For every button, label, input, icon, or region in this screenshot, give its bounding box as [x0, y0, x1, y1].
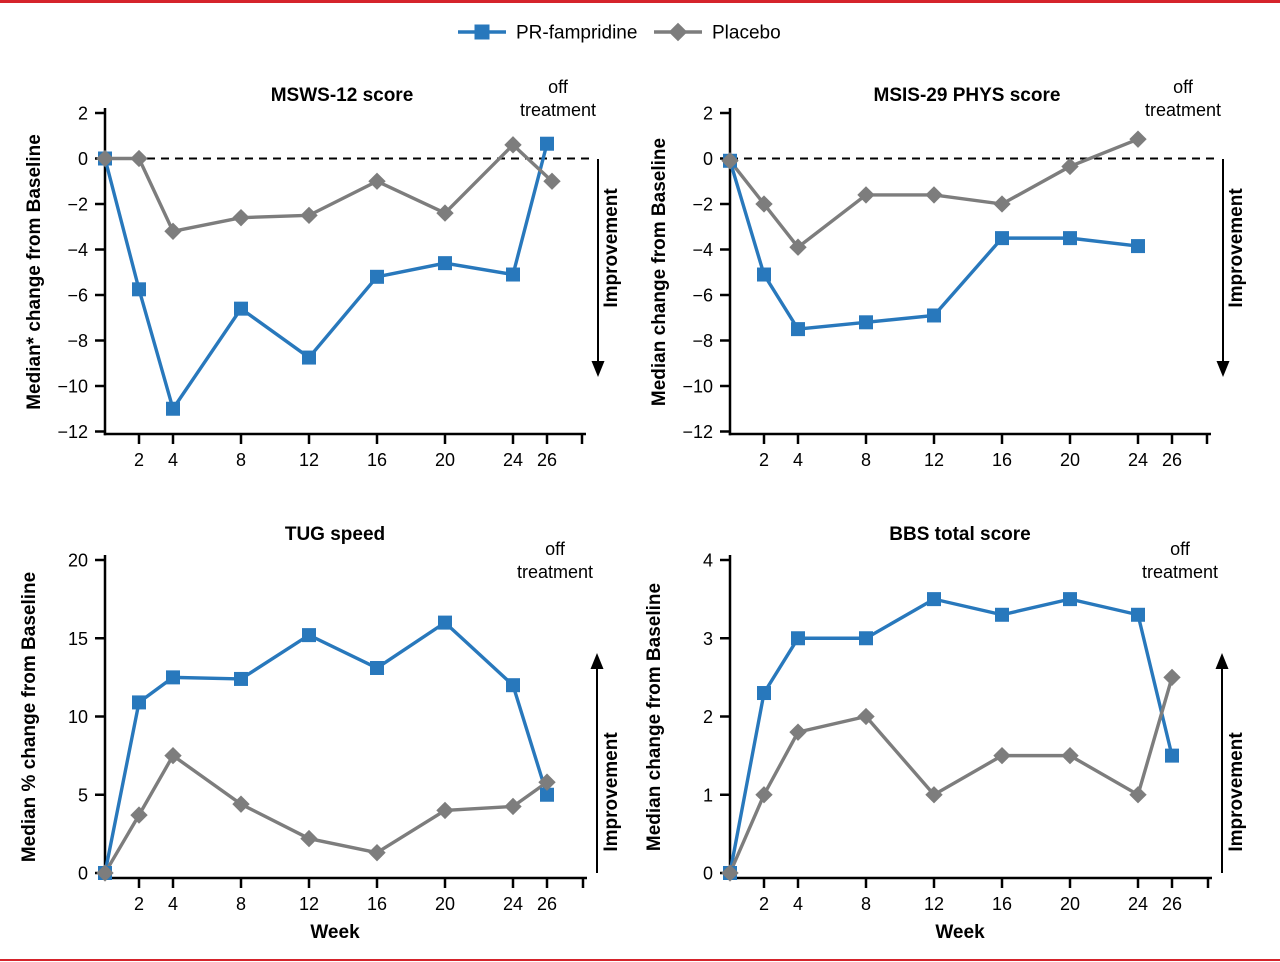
improvement-arrowhead [1216, 653, 1229, 669]
y-tick-label: −6 [692, 285, 713, 306]
x-tick-label: 4 [792, 450, 804, 470]
marker-square-pr-fampridine [302, 351, 316, 365]
y-axis-label: Median change from Baseline [649, 137, 670, 407]
x-tick-label: 26 [536, 894, 558, 914]
marker-square-pr-fampridine [166, 670, 180, 684]
marker-square-pr-fampridine [132, 695, 146, 709]
improvement-label: Improvement [1226, 188, 1247, 308]
off-treatment-label: treatment [1141, 562, 1219, 582]
marker-square-pr-fampridine [995, 231, 1009, 245]
marker-square-pr-fampridine [859, 631, 873, 645]
marker-square-pr-fampridine [859, 315, 873, 329]
marker-square-pr-fampridine [791, 322, 805, 336]
marker-square-pr-fampridine [506, 678, 520, 692]
chart-title: TUG speed [284, 524, 386, 545]
marker-diamond-placebo [1129, 130, 1146, 147]
chart-title: MSIS-29 PHYS score [873, 85, 1061, 106]
marker-square-pr-fampridine [1063, 231, 1077, 245]
y-tick-label: −12 [682, 422, 713, 442]
marker-square-pr-fampridine [1063, 592, 1077, 606]
marker-diamond-placebo [1061, 747, 1078, 764]
y-tick-label: 2 [77, 103, 88, 124]
x-tick-label: 20 [434, 450, 456, 470]
marker-square-pr-fampridine [438, 616, 452, 630]
marker-diamond-placebo [232, 209, 249, 226]
off-treatment-label: off [1173, 77, 1193, 97]
y-tick-label: 5 [77, 785, 88, 806]
off-treatment-label: off [1170, 539, 1190, 559]
marker-square-pr-fampridine [166, 402, 180, 416]
y-tick-label: 0 [77, 149, 88, 169]
x-tick-label: 24 [1127, 894, 1149, 914]
marker-square-pr-fampridine [927, 308, 941, 322]
improvement-label: Improvement [601, 732, 622, 852]
top-red-rule [0, 0, 1280, 3]
marker-diamond-placebo [436, 802, 453, 819]
x-tick-label: 16 [366, 894, 388, 914]
y-tick-label: 0 [702, 149, 713, 169]
marker-diamond-placebo [130, 806, 147, 823]
x-tick-label: 2 [758, 450, 770, 470]
x-tick-label: 4 [167, 894, 179, 914]
y-tick-label: −10 [682, 376, 713, 397]
legend [430, 8, 850, 52]
y-tick-label: −2 [692, 194, 713, 215]
y-tick-label: 0 [702, 863, 713, 884]
marker-square-pr-fampridine [506, 268, 520, 282]
y-tick-label: −10 [57, 376, 88, 397]
x-tick-label: 24 [1127, 450, 1149, 470]
y-tick-label: 2 [702, 103, 713, 124]
marker-square-pr-fampridine [1165, 749, 1179, 763]
x-tick-label: 16 [366, 450, 388, 470]
chart-bbs-total-score [640, 512, 1275, 962]
y-tick-label: −4 [692, 240, 713, 260]
x-tick-label: 2 [133, 894, 145, 914]
y-tick-label: −12 [57, 422, 88, 442]
x-tick-label: 12 [923, 450, 945, 470]
x-tick-label: 26 [1161, 894, 1183, 914]
y-tick-label: 4 [702, 550, 713, 571]
x-tick-label: 8 [860, 894, 872, 914]
y-axis-label: Median % change from Baseline [19, 571, 40, 863]
chart-title: MSWS-12 score [270, 85, 414, 106]
y-tick-label: −6 [67, 285, 88, 306]
x-tick-label: 16 [991, 450, 1013, 470]
marker-square-pr-fampridine [757, 686, 771, 700]
y-tick-label: 1 [702, 785, 713, 806]
chart-tug-speed [15, 512, 650, 962]
x-tick-label: 20 [434, 894, 456, 914]
x-axis-label: Week [935, 922, 985, 943]
x-tick-label: 24 [502, 894, 524, 914]
marker-square-pr-fampridine [757, 268, 771, 282]
marker-diamond-placebo [130, 150, 147, 167]
marker-diamond-placebo [368, 173, 385, 190]
marker-square-pr-fampridine [540, 137, 554, 151]
marker-square-pr-fampridine [438, 256, 452, 270]
x-tick-label: 8 [235, 894, 247, 914]
x-tick-label: 16 [991, 894, 1013, 914]
legend-item-label: Placebo [712, 22, 781, 44]
y-tick-label: 0 [77, 863, 88, 884]
marker-square-pr-fampridine [1131, 239, 1145, 253]
marker-diamond-placebo [1163, 669, 1180, 686]
marker-diamond-placebo [1061, 158, 1078, 175]
off-treatment-label: treatment [1144, 100, 1222, 120]
series-line-pr-fampridine [105, 144, 547, 409]
marker-diamond-placebo [368, 844, 385, 861]
y-tick-label: −8 [67, 331, 88, 351]
legend-square-icon [475, 25, 490, 40]
y-tick-label: 2 [702, 707, 713, 727]
marker-diamond-placebo [925, 186, 942, 203]
y-tick-label: 10 [67, 707, 88, 727]
improvement-arrowhead [1217, 361, 1230, 377]
marker-diamond-placebo [300, 207, 317, 224]
off-treatment-label: treatment [519, 100, 597, 120]
series-line-placebo [730, 677, 1172, 873]
x-tick-label: 4 [167, 450, 179, 470]
y-tick-label: 3 [702, 628, 713, 649]
y-axis-label: Median change from Baseline [644, 582, 665, 852]
marker-square-pr-fampridine [927, 592, 941, 606]
improvement-arrowhead [591, 653, 604, 669]
improvement-label: Improvement [601, 188, 622, 308]
improvement-label: Improvement [1226, 732, 1247, 852]
off-treatment-label: off [545, 539, 565, 559]
x-tick-label: 26 [1161, 450, 1183, 470]
x-tick-label: 26 [536, 450, 558, 470]
marker-diamond-placebo [1129, 786, 1146, 803]
y-tick-label: −2 [67, 194, 88, 215]
series-line-placebo [105, 756, 547, 873]
legend-item-label: PR-fampridine [516, 22, 638, 44]
marker-diamond-placebo [993, 747, 1010, 764]
marker-square-pr-fampridine [302, 628, 316, 642]
marker-square-pr-fampridine [370, 661, 384, 675]
x-tick-label: 20 [1059, 894, 1081, 914]
y-tick-label: 20 [67, 550, 88, 571]
x-axis-label: Week [310, 922, 360, 943]
legend-diamond-icon [669, 23, 688, 42]
off-treatment-label: off [548, 77, 568, 97]
marker-diamond-placebo [993, 195, 1010, 212]
series-line-pr-fampridine [105, 623, 547, 873]
x-tick-label: 8 [860, 450, 872, 470]
bottom-red-rule [0, 959, 1280, 961]
y-axis-label: Median* change from Baseline [24, 134, 45, 410]
improvement-arrowhead [592, 361, 605, 377]
marker-diamond-placebo [789, 723, 806, 740]
marker-square-pr-fampridine [995, 608, 1009, 622]
marker-square-pr-fampridine [234, 672, 248, 686]
x-tick-label: 12 [298, 894, 320, 914]
x-tick-label: 24 [502, 450, 524, 470]
y-tick-label: −4 [67, 240, 88, 260]
x-tick-label: 2 [758, 894, 770, 914]
off-treatment-label: treatment [516, 562, 594, 582]
marker-square-pr-fampridine [370, 270, 384, 284]
chart-msis29-phys-score [645, 65, 1275, 515]
marker-square-pr-fampridine [1131, 608, 1145, 622]
y-tick-label: 15 [67, 628, 88, 649]
chart-title: BBS total score [889, 524, 1031, 545]
x-tick-label: 12 [298, 450, 320, 470]
x-tick-label: 4 [792, 894, 804, 914]
marker-square-pr-fampridine [132, 282, 146, 296]
marker-diamond-placebo [755, 786, 772, 803]
marker-diamond-placebo [300, 830, 317, 847]
x-tick-label: 8 [235, 450, 247, 470]
marker-square-pr-fampridine [791, 631, 805, 645]
chart-msws12-score [20, 65, 650, 515]
marker-square-pr-fampridine [234, 302, 248, 316]
marker-diamond-placebo [164, 223, 181, 240]
x-tick-label: 12 [923, 894, 945, 914]
x-tick-label: 20 [1059, 450, 1081, 470]
y-tick-label: −8 [692, 331, 713, 351]
x-tick-label: 2 [133, 450, 145, 470]
